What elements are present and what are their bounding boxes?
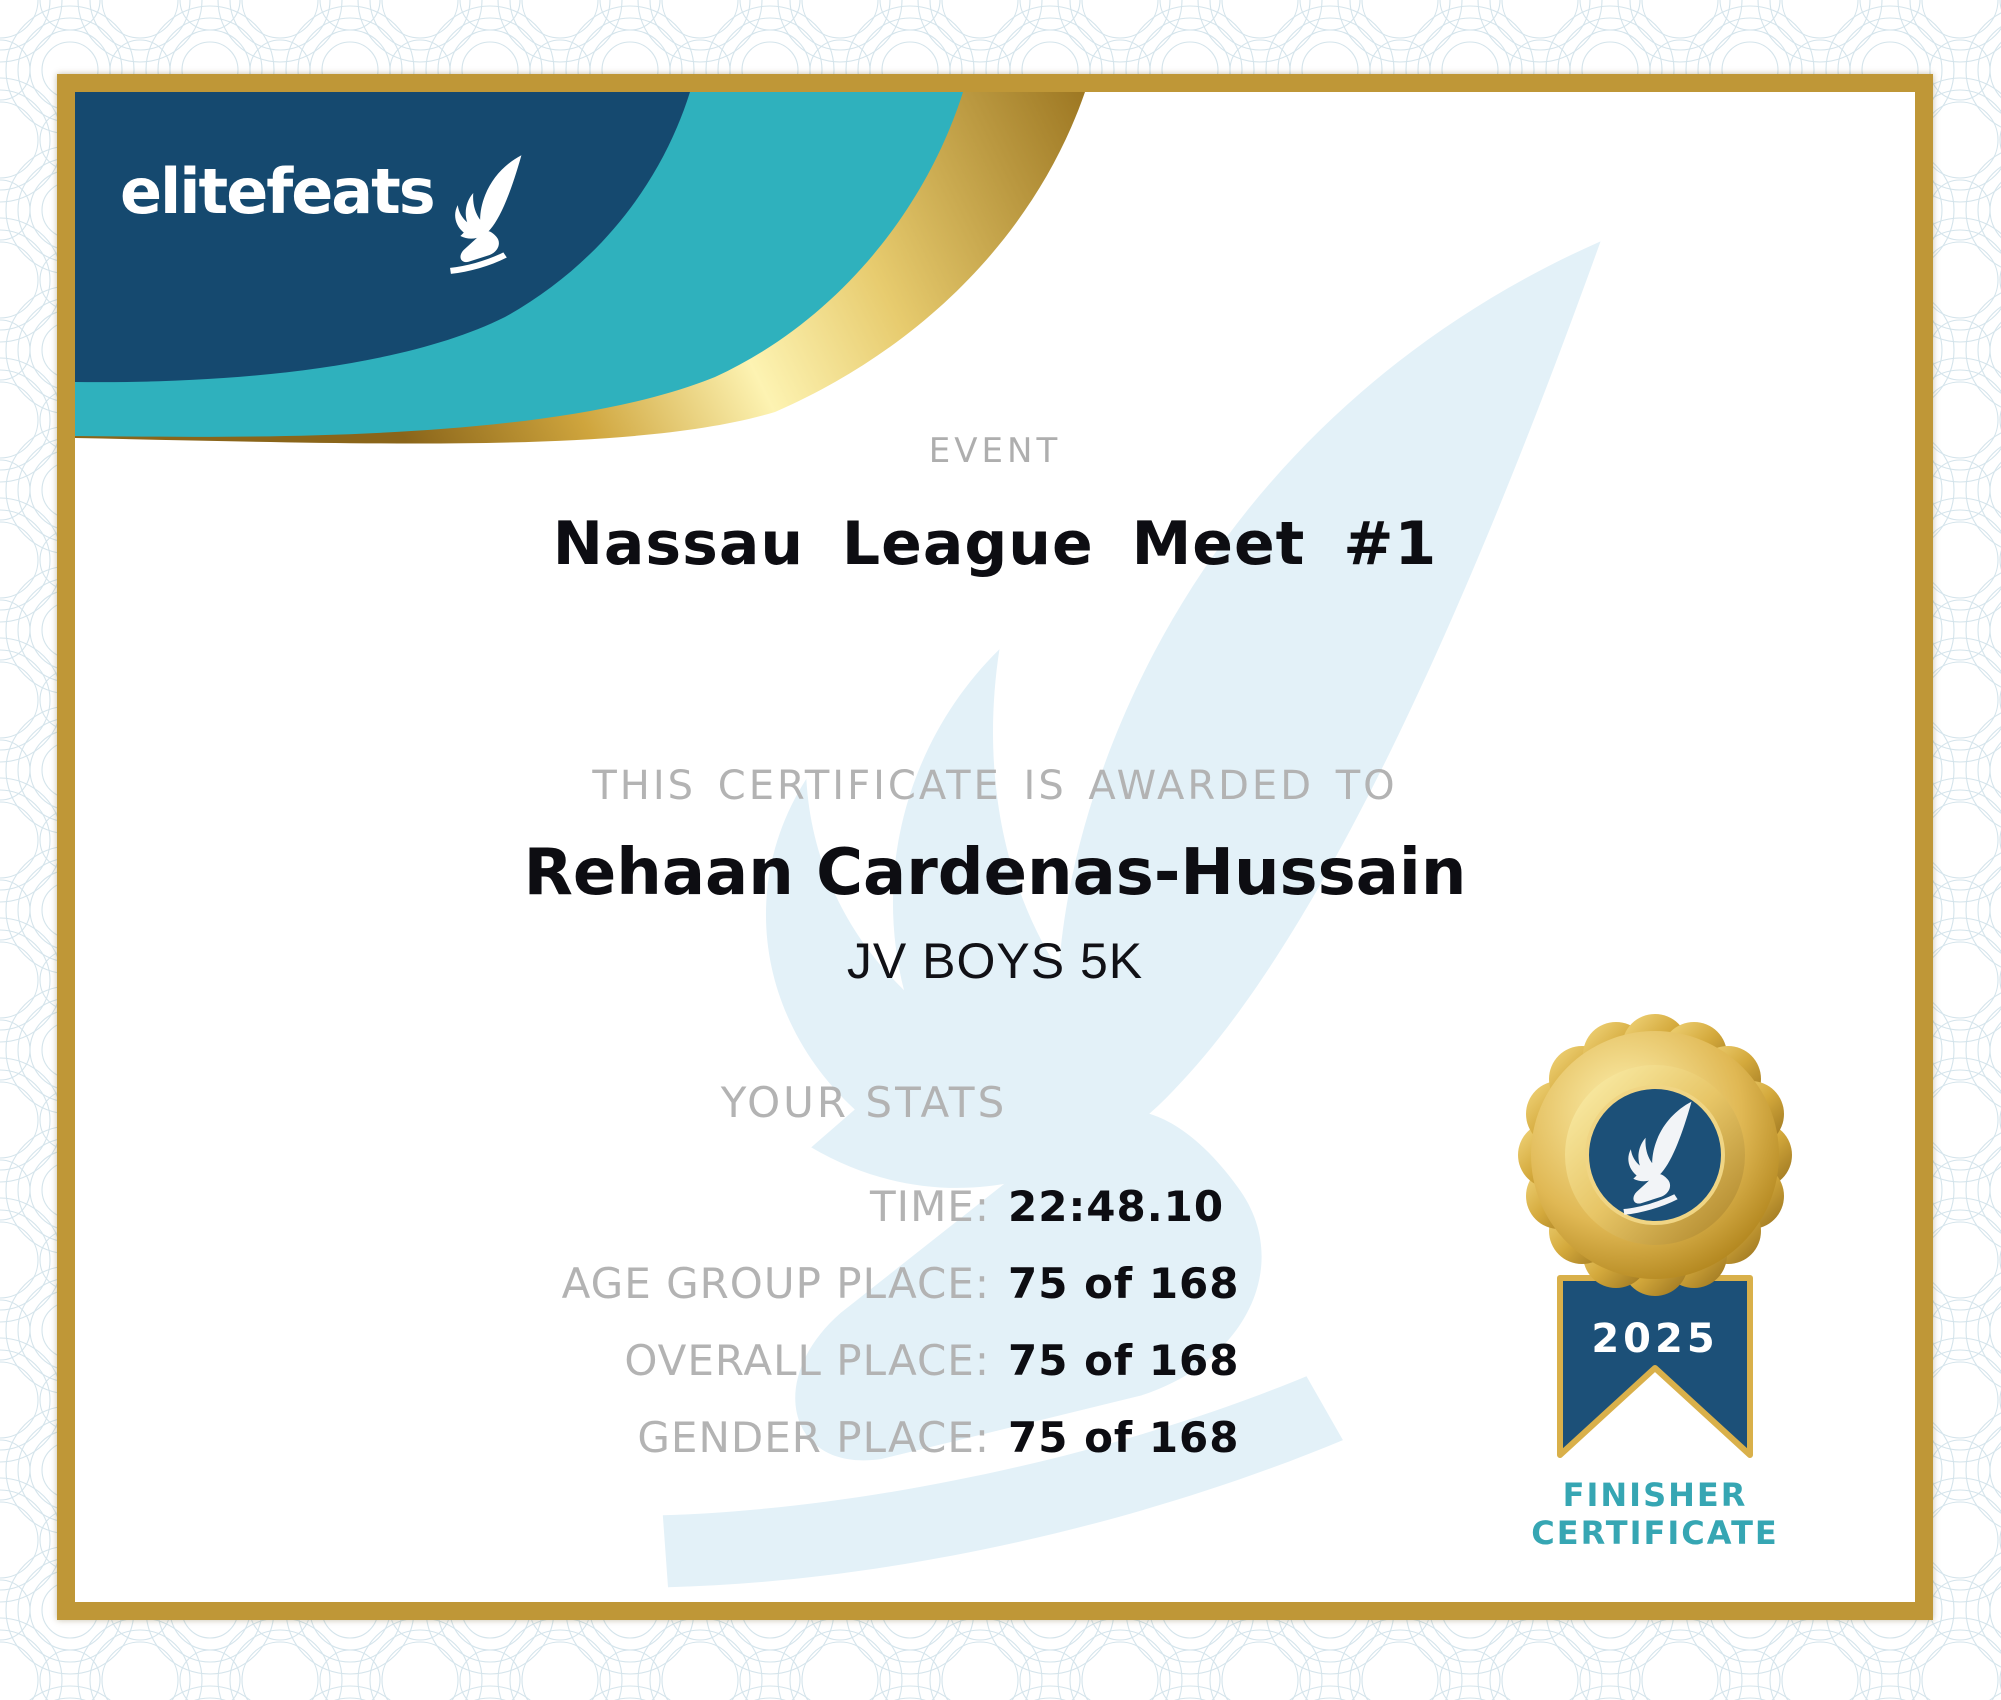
badge-ribbon [1560,1278,1750,1455]
recipient-name: Rehaan Cardenas-Hussain [523,836,1467,910]
stat-label: AGE GROUP PLACE: [561,1259,990,1308]
stat-value: 75 of 168 [1008,1413,1240,1462]
winged-foot-icon [438,152,524,284]
brand-logo [120,144,524,284]
stat-value: 75 of 168 [1008,1336,1240,1385]
badge-caption-line1: FINISHER [1562,1476,1748,1514]
awarded-label: THIS CERTIFICATE IS AWARDED TO [592,763,1398,809]
stat-label: TIME: [870,1182,990,1231]
badge-year: 2025 [1591,1316,1719,1362]
badge-caption [1500,1476,1810,1552]
event-label: EVENT [928,431,1062,471]
stats-heading: YOUR STATS [720,1078,1008,1127]
finisher-medal-badge [1500,1000,1810,1480]
brand-logo-text: elitefeats [120,155,434,228]
stat-label: OVERALL PLACE: [624,1336,990,1385]
division-label: JV BOYS 5K [846,933,1144,989]
stat-label: GENDER PLACE: [637,1413,990,1462]
badge-caption-line2: CERTIFICATE [1531,1514,1779,1552]
event-name: Nassau League Meet #1 [552,509,1438,579]
stat-value: 75 of 168 [1008,1259,1240,1308]
certificate-body [75,92,1915,1602]
stat-value: 22:48.10 [1008,1182,1225,1231]
